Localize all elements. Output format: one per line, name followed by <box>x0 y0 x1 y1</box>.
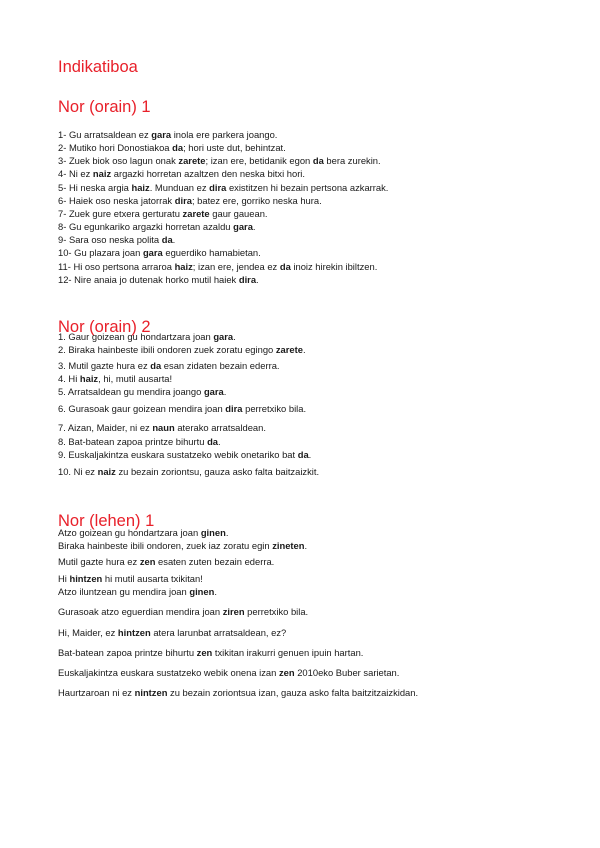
sentence-text: 5- Hi neska argia <box>58 182 132 193</box>
example-sentence <box>58 527 228 539</box>
verb-form: da <box>161 234 173 245</box>
example-sentence <box>58 422 266 434</box>
example-sentence <box>58 182 388 194</box>
example-sentence <box>58 449 311 461</box>
sentence-text: 7- Zuek gure etxera gerturatu <box>58 208 183 219</box>
example-sentence <box>58 466 319 478</box>
verb-form: naiz <box>97 466 116 477</box>
sentence-text: ; batez ere, gorriko neska hura. <box>191 195 322 206</box>
sentence-text: hi mutil ausarta txikitan! <box>102 573 203 584</box>
sentence-text: 4. Hi <box>58 373 80 384</box>
sentence-text: 4- Ni ez <box>58 168 93 179</box>
sentence-text: atera larunbat arratsaldean, ez? <box>150 627 287 638</box>
example-sentence <box>58 573 203 585</box>
sentence-text: eguerdiko hamabietan. <box>162 247 261 258</box>
verb-form: naun <box>152 422 175 433</box>
example-sentence <box>58 142 286 154</box>
sentence-text: 9- Sara oso neska polita <box>58 234 162 245</box>
example-sentence <box>58 540 307 552</box>
verb-form: zineten <box>272 540 305 551</box>
example-sentence <box>58 627 286 639</box>
example-sentence <box>58 360 280 372</box>
sentence-text: zu bezain zoriontsua izan, gauza asko falta baitzitzaizkidan. <box>167 687 419 698</box>
sentence-text: . <box>218 436 221 447</box>
sentence-text: Atzo goizean gu hondartzara joan <box>58 527 201 538</box>
example-sentence <box>58 667 399 679</box>
sentence-text: txikitan irakurri genuen ipuin hartan. <box>212 647 364 658</box>
sentence-text: 9. Euskaljakintza euskara sustatzeko webik onetariko bat <box>58 449 298 460</box>
verb-form: zarete <box>275 344 303 355</box>
verb-form: hintzen <box>117 627 151 638</box>
verb-form: dira <box>174 195 192 206</box>
example-sentence <box>58 647 363 659</box>
verb-form: ginen <box>200 527 226 538</box>
verb-form: da <box>172 142 184 153</box>
verb-form: zen <box>139 556 156 567</box>
example-sentence <box>58 195 322 207</box>
sentence-text: existitzen hi bezain pertsona azkarrak. <box>226 182 389 193</box>
sentence-text: aterako arratsaldean. <box>174 422 266 433</box>
verb-form: gara <box>203 386 224 397</box>
sentence-text: 3. Mutil gazte hura ez <box>58 360 151 371</box>
sentence-text: zu bezain zoriontsu, gauza asko falta baitzaizkit. <box>115 466 320 477</box>
example-sentence <box>58 344 306 356</box>
sentence-text: . <box>172 234 176 245</box>
sentence-text: argazki horretan azaltzen den neska bitxi hori. <box>111 168 305 179</box>
sentence-text: . <box>308 449 312 460</box>
verb-form: zen <box>278 667 295 678</box>
sentence-text: ; izan ere, jendea ez <box>192 261 280 272</box>
example-sentence <box>58 247 261 259</box>
verb-form: gara <box>151 129 172 140</box>
example-sentence <box>58 606 308 618</box>
example-sentence <box>58 687 418 699</box>
example-sentence <box>58 586 217 598</box>
section-heading: Nor (orain) 2 <box>58 318 151 336</box>
sentence-text: . <box>252 221 256 232</box>
sentence-text: . Munduan ez <box>149 182 210 193</box>
sentence-text: Haurtzaroan ni ez <box>58 687 135 698</box>
sentence-text: gaur gauean. <box>209 208 268 219</box>
verb-form: gara <box>142 247 163 258</box>
sentence-text: 2- Mutiko hori Donostiakoa <box>58 142 173 153</box>
sentence-text: . <box>302 344 306 355</box>
verb-form: gara <box>213 331 234 342</box>
sentence-text: inoiz hirekin ibiltzen. <box>290 261 378 272</box>
verb-form: haiz <box>131 182 150 193</box>
verb-form: da <box>312 155 324 166</box>
sentence-text: esan zidaten bezain ederra. <box>161 360 280 371</box>
verb-form: hintzen <box>69 573 103 584</box>
example-sentence <box>58 129 277 141</box>
verb-form: dira <box>238 274 257 285</box>
sentence-text: Gurasoak atzo eguerdian mendira joan <box>58 606 223 617</box>
sentence-text: ; izan ere, betidanik egon <box>205 155 313 166</box>
verb-form: zarete <box>182 208 210 219</box>
sentence-text: . <box>223 386 227 397</box>
example-sentence <box>58 234 175 246</box>
sentence-text: Mutil gazte hura ez <box>58 556 140 567</box>
example-sentence <box>58 155 381 167</box>
sentence-text: 12- Nire anaia jo dutenak horko mutil haiek <box>58 274 239 285</box>
verb-form: da <box>207 436 219 447</box>
verb-form: nintzen <box>134 687 168 698</box>
example-sentence <box>58 386 226 398</box>
sentence-text: Biraka hainbeste ibili ondoren, zuek iaz zoratu egin <box>58 540 273 551</box>
verb-form: dira <box>209 182 227 193</box>
sentence-text: . <box>225 527 229 538</box>
sentence-text: . <box>214 586 217 597</box>
sentence-text: Atzo iluntzean gu mendira joan <box>58 586 190 597</box>
verb-form: dira <box>225 403 243 414</box>
sentence-text: 8. Bat-batean zapoa printze bihurtu <box>58 436 208 447</box>
sentence-text: Bat-batean zapoa printze bihurtu <box>58 647 197 658</box>
example-sentence <box>58 331 236 343</box>
sentence-text: perretxiko bila. <box>244 606 309 617</box>
sentence-text: 2010eko Buber sarietan. <box>294 667 400 678</box>
sentence-text: esaten zuten bezain ederra. <box>155 556 275 567</box>
page-title: Indikatiboa <box>58 58 138 76</box>
sentence-text: 1- Gu arratsaldean ez <box>58 129 152 140</box>
verb-form: ginen <box>189 586 215 597</box>
example-sentence <box>58 436 221 448</box>
verb-form: ziren <box>222 606 245 617</box>
example-sentence <box>58 261 377 273</box>
sentence-text: Euskaljakintza euskara sustatzeko webik onena izan <box>58 667 279 678</box>
sentence-text: ; hori uste dut, behintzat. <box>183 142 286 153</box>
sentence-text: 1. Gaur goizean gu hondartzara joan <box>58 331 214 342</box>
verb-form: da <box>297 449 309 460</box>
sentence-text: 10. Ni ez <box>58 466 98 477</box>
sentence-text: 5. Arratsaldean gu mendira joango <box>58 386 204 397</box>
example-sentence <box>58 208 268 220</box>
sentence-text: . <box>256 274 259 285</box>
example-sentence <box>58 556 274 568</box>
sentence-text: 10- Gu plazara joan <box>58 247 143 258</box>
verb-form: da <box>150 360 162 371</box>
verb-form: haiz <box>79 373 99 384</box>
sentence-text: Hi, Maider, ez <box>58 627 118 638</box>
sentence-text: , hi, mutil ausarta! <box>98 373 173 384</box>
verb-form: da <box>279 261 291 272</box>
verb-form: haiz <box>174 261 193 272</box>
sentence-text: perretxiko bila. <box>242 403 307 414</box>
verb-form: zarete <box>178 155 206 166</box>
verb-form: zen <box>196 647 213 658</box>
sentence-text: 11- Hi oso pertsona arraroa <box>58 261 175 272</box>
example-sentence <box>58 274 259 286</box>
example-sentence <box>58 221 256 233</box>
sentence-text: 8- Gu egunkariko argazki horretan azaldu <box>58 221 234 232</box>
verb-form: gara <box>233 221 253 232</box>
sentence-text: Hi <box>58 573 70 584</box>
sentence-text: bera zurekin. <box>323 155 381 166</box>
sentence-text: 6- Haiek oso neska jatorrak <box>58 195 175 206</box>
example-sentence <box>58 373 172 385</box>
sentence-text: inola ere parkera joango. <box>171 129 278 140</box>
sentence-text: 6. Gurasoak gaur goizean mendira joan <box>58 403 226 414</box>
example-sentence <box>58 403 306 415</box>
sentence-text: 3- Zuek biok oso lagun onak <box>58 155 179 166</box>
verb-form: naiz <box>92 168 112 179</box>
example-sentence <box>58 168 305 180</box>
sentence-text: . <box>304 540 308 551</box>
sentence-text: 2. Biraka hainbeste ibili ondoren zuek zoratu egingo <box>58 344 276 355</box>
section-heading: Nor (lehen) 1 <box>58 512 155 530</box>
sentence-text: 7. Aizan, Maider, ni ez <box>58 422 153 433</box>
section-heading: Nor (orain) 1 <box>58 98 151 116</box>
sentence-text: . <box>233 331 236 342</box>
